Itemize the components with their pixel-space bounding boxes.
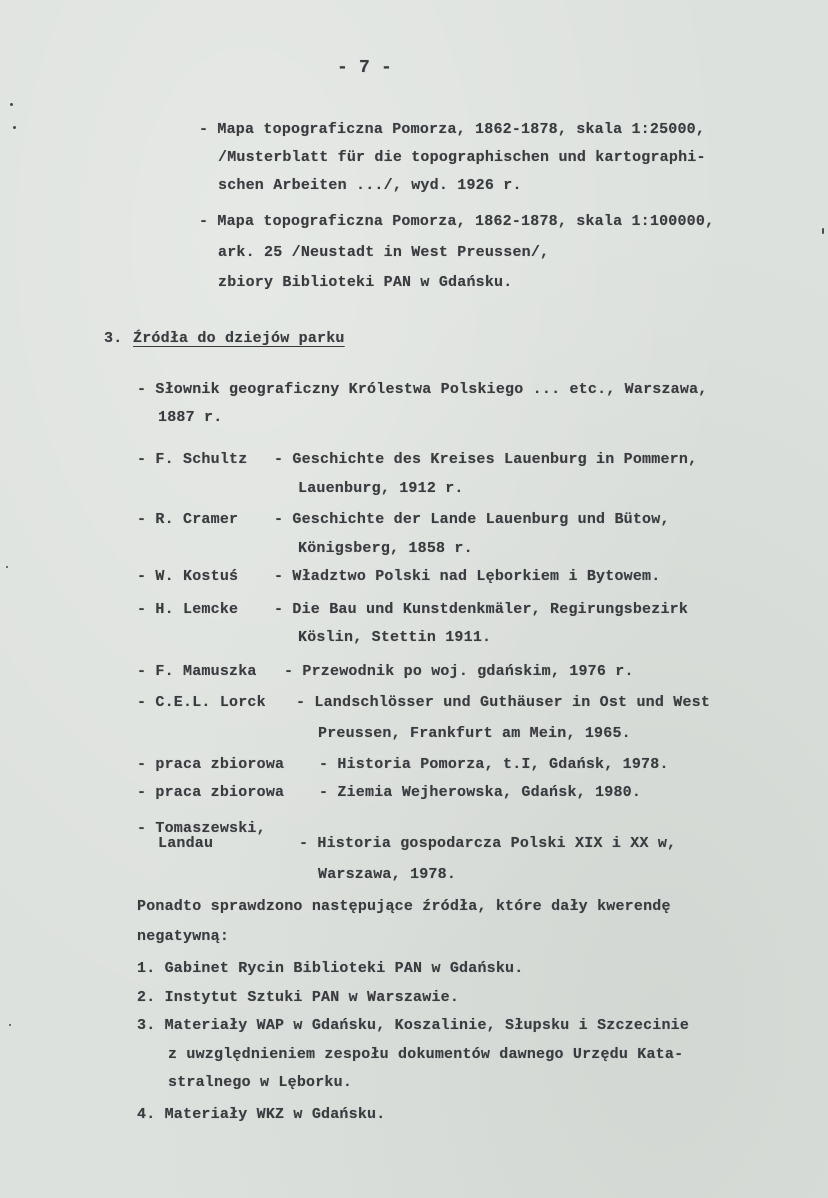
page-number: - 7 - — [337, 58, 393, 78]
negative-item-3-line-2: z uwzględnieniem zespołu dokumentów dawnego Urzędu Kata- — [168, 1046, 684, 1063]
negative-intro-line-2: negatywną: — [137, 928, 230, 945]
source-7-line-1: - Landschlösser und Guthäuser in Ost und West — [296, 694, 711, 711]
map-entry-1-line-1: - Mapa topograficzna Pomorza, 1862-1878, skala 1:25000, — [199, 121, 706, 138]
section-title: Źródła do dziejów parku — [133, 330, 345, 347]
source-10-author-2: Landau — [158, 835, 214, 852]
map-entry-2-line-3: zbiory Biblioteki PAN w Gdańsku. — [218, 274, 513, 291]
source-10-line-2: Warszawa, 1978. — [318, 866, 457, 883]
margin-speck — [822, 228, 824, 234]
negative-item-3-line-1: 3. Materiały WAP w Gdańsku, Koszalinie, Słupsku i Szczecinie — [137, 1017, 690, 1034]
source-2-line-2: Lauenburg, 1912 r. — [298, 480, 464, 497]
negative-item-2: 2. Instytut Sztuki PAN w Warszawie. — [137, 989, 460, 1006]
source-5-author: - H. Lemcke — [137, 601, 239, 618]
source-4-line-1: - Władztwo Polski nad Lęborkiem i Bytowem. — [274, 568, 661, 585]
source-7-line-2: Preussen, Frankfurt am Mein, 1965. — [318, 725, 631, 742]
negative-item-4: 4. Materiały WKZ w Gdańsku. — [137, 1106, 386, 1123]
margin-speck — [9, 1024, 11, 1026]
map-entry-2-line-2: ark. 25 /Neustadt in West Preussen/, — [218, 244, 550, 261]
source-1-line-2: 1887 r. — [158, 409, 223, 426]
map-entry-1-line-3: schen Arbeiten .../, wyd. 1926 r. — [218, 177, 522, 194]
negative-intro-line-1: Ponadto sprawdzono następujące źródła, które dały kwerendę — [137, 898, 671, 915]
section-number: 3. — [104, 330, 123, 347]
source-5-line-2: Köslin, Stettin 1911. — [298, 629, 492, 646]
map-entry-1-line-2: /Musterblatt für die topographischen und kartographi- — [218, 149, 706, 166]
margin-speck — [10, 103, 13, 106]
source-3-line-1: - Geschichte der Lande Lauenburg und Bütow, — [274, 511, 670, 528]
negative-item-3-line-3: stralnego w Lęborku. — [168, 1074, 353, 1091]
source-3-line-2: Königsberg, 1858 r. — [298, 540, 473, 557]
source-2-author: - F. Schultz — [137, 451, 248, 468]
source-7-author: - C.E.L. Lorck — [137, 694, 266, 711]
margin-speck — [6, 566, 8, 568]
source-6-line-1: - Przewodnik po woj. gdańskim, 1976 r. — [284, 663, 634, 680]
source-3-author: - R. Cramer — [137, 511, 239, 528]
source-9-author: - praca zbiorowa — [137, 784, 285, 801]
negative-item-1: 1. Gabinet Rycin Biblioteki PAN w Gdańsku. — [137, 960, 524, 977]
source-10-author: - Tomaszewski, — [137, 820, 266, 837]
source-1-line-1: - Słownik geograficzny Królestwa Polskiego ... etc., Warszawa, — [137, 381, 708, 398]
map-entry-2-line-1: - Mapa topograficzna Pomorza, 1862-1878, skala 1:100000, — [199, 213, 715, 230]
source-10-line-1: - Historia gospodarcza Polski XIX i XX w, — [299, 835, 677, 852]
source-8-author: - praca zbiorowa — [137, 756, 285, 773]
margin-speck — [13, 126, 16, 129]
source-4-author: - W. Kostuś — [137, 568, 239, 585]
source-8-line-1: - Historia Pomorza, t.I, Gdańsk, 1978. — [319, 756, 669, 773]
source-6-author: - F. Mamuszka — [137, 663, 257, 680]
source-9-line-1: - Ziemia Wejherowska, Gdańsk, 1980. — [319, 784, 642, 801]
source-5-line-1: - Die Bau und Kunstdenkmäler, Regirungsbezirk — [274, 601, 689, 618]
source-2-line-1: - Geschichte des Kreises Lauenburg in Pommern, — [274, 451, 698, 468]
